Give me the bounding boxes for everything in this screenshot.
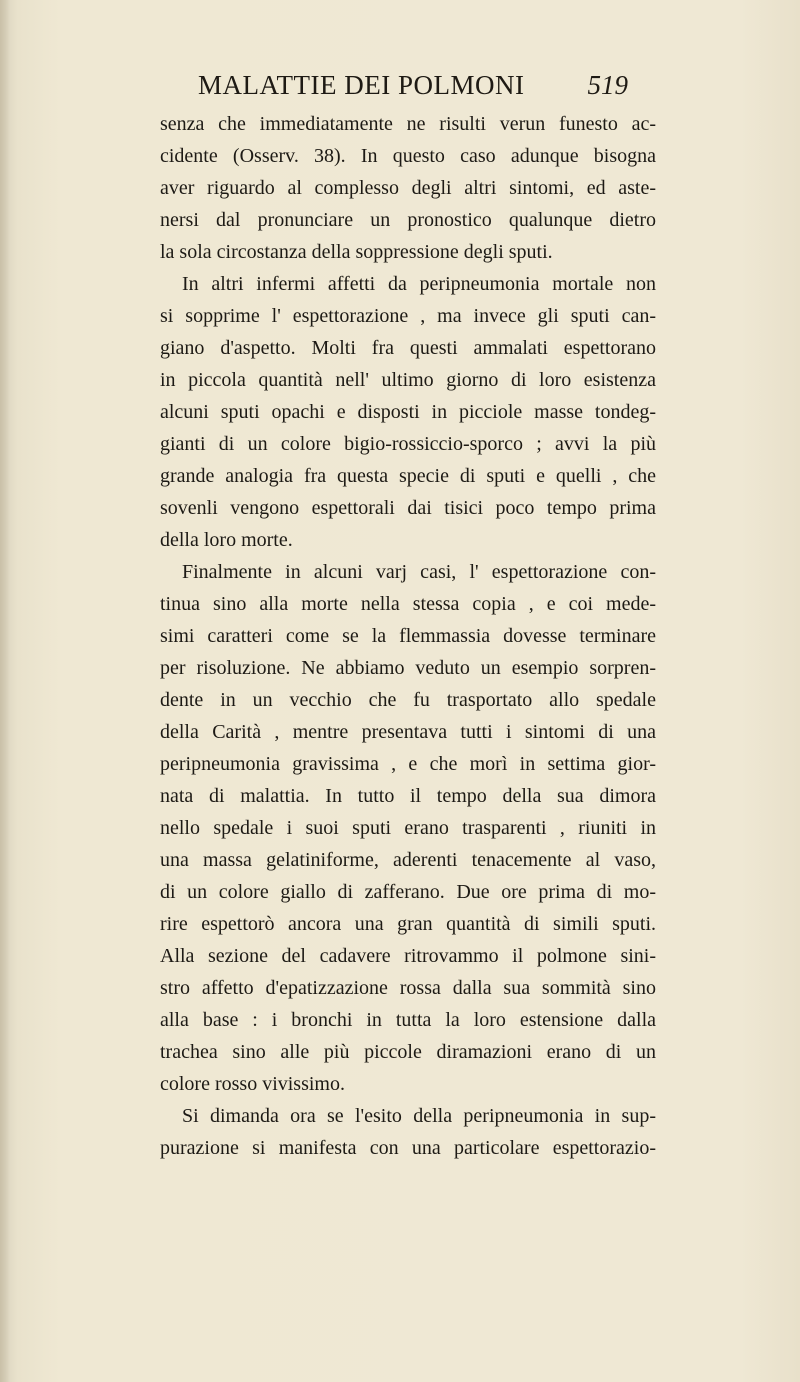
text-line: sovenli vengono espettorali dai tisici poco tempo prima [160,497,656,519]
text-line: nersi dal pronunciare un pronostico qualunque dietro [160,209,656,231]
text-line: una massa gelatiniforme, aderenti tenacemente al vaso, [160,849,656,871]
text-line: nata di malattia. In tutto il tempo della sua dimora [160,785,656,807]
text-line: della loro morte. [160,529,293,551]
text-line: colore rosso vivissimo. [160,1073,345,1095]
text-line: simi caratteri come se la flemmassia dovesse terminare [160,625,656,647]
text-line: peripneumonia gravissima , e che morì in settima gior- [160,753,656,775]
text-line: Si dimanda ora se l'esito della peripneumonia in sup- [182,1105,656,1127]
page-binding-shadow [0,0,10,1382]
text-line: giano d'aspetto. Molti fra questi ammalati espettorano [160,337,656,359]
text-line: stro affetto d'epatizzazione rossa dalla sua sommità sino [160,977,656,999]
text-line: Alla sezione del cadavere ritrovammo il polmone sini- [160,945,656,967]
text-line: per risoluzione. Ne abbiamo veduto un esempio sorpren- [160,657,656,679]
text-line: di un colore giallo di zafferano. Due ore prima di mo- [160,881,656,903]
text-line: nello spedale i suoi sputi erano trasparenti , riuniti in [160,817,656,839]
text-line: in piccola quantità nell' ultimo giorno di loro esistenza [160,369,656,391]
running-title: MALATTIE DEI POLMONI [198,70,525,100]
text-line: alcuni sputi opachi e disposti in picciole masse tondeg- [160,401,656,423]
text-line: dente in un vecchio che fu trasportato allo spedale [160,689,656,711]
paragraph-1 [160,108,656,268]
text-line: della Carità , mentre presentava tutti i sintomi di una [160,721,656,743]
body-text [160,108,656,1164]
text-line: si sopprime l' espettorazione , ma invece gli sputi can- [160,305,656,327]
text-line: rire espettorò ancora una gran quantità di simili sputi. [160,913,656,935]
text-line: trachea sino alle più piccole diramazioni erano di un [160,1041,656,1063]
text-line: gianti di un colore bigio-rossiccio-sporco ; avvi la più [160,433,656,455]
text-line: alla base : i bronchi in tutta la loro estensione dalla [160,1009,656,1031]
paragraph-3 [160,556,656,1100]
text-line: cidente (Osserv. 38). In questo caso adunque bisogna [160,145,656,167]
text-line: tinua sino alla morte nella stessa copia , e coi mede- [160,593,656,615]
text-line: grande analogia fra questa specie di sputi e quelli , che [160,465,656,487]
text-line: senza che immediatamente ne risulti verun funesto ac- [160,113,656,135]
text-line: Finalmente in alcuni varj casi, l' espettorazione con- [182,561,656,583]
paragraph-2 [160,268,656,556]
page-number: 519 [587,70,628,100]
text-line: aver riguardo al complesso degli altri sintomi, ed aste- [160,177,656,199]
page-header [198,70,628,110]
text-line: la sola circostanza della soppressione degli sputi. [160,241,553,263]
paragraph-4 [160,1100,656,1164]
text-line: In altri infermi affetti da peripneumonia mortale non [182,273,656,295]
text-line: purazione si manifesta con una particolare espettorazio- [160,1137,656,1159]
